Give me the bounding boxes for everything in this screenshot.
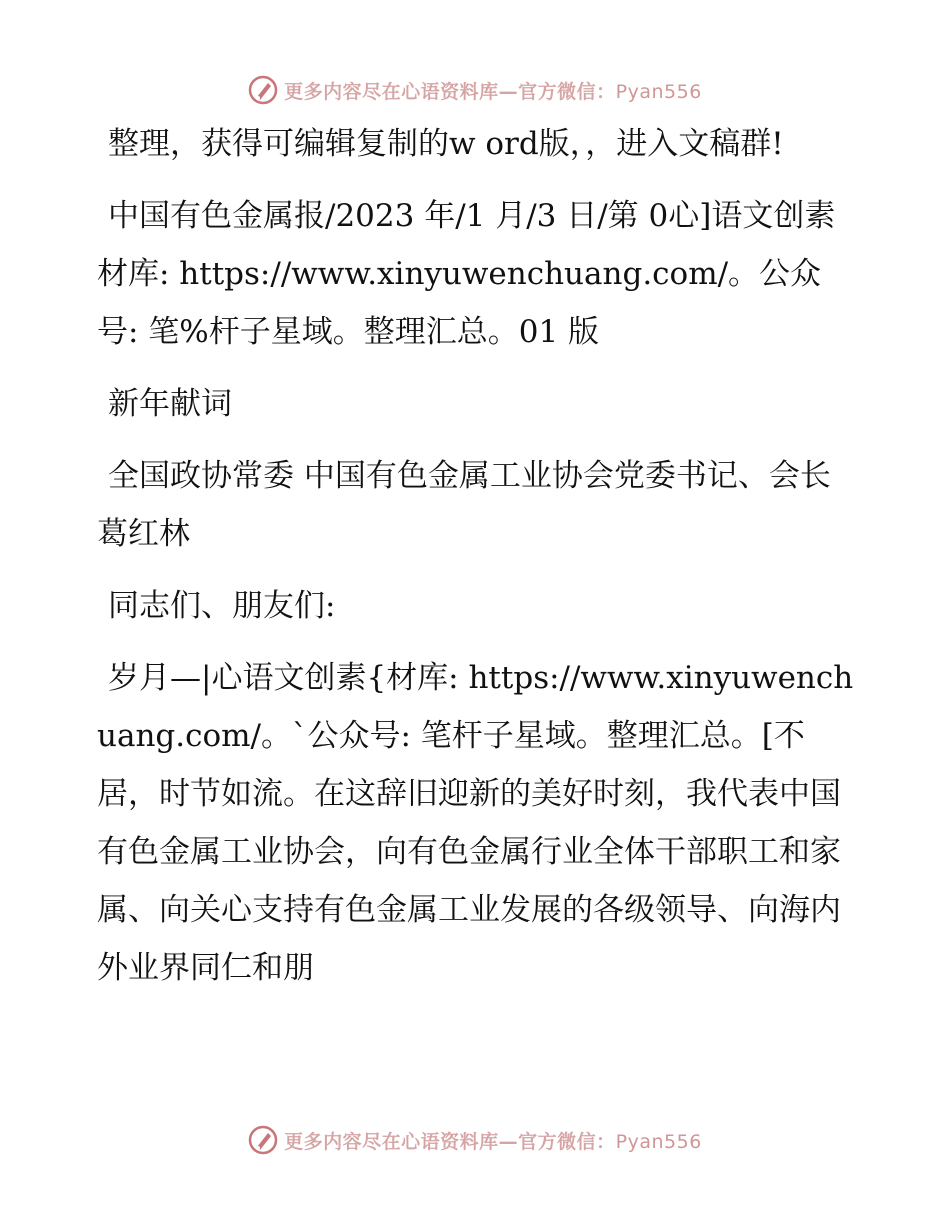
footer-watermark-banner [0, 1120, 950, 1160]
pen-logo-icon [248, 1125, 278, 1155]
watermark-text: 更多内容尽在心语资料库—官方微信：Pyan556 [284, 80, 702, 103]
body-paragraph: 岁月—|心语文创素{材库: https://www.xinyuwenchuang.com/。`公众号: 笔杆子星域。整理汇总。[不居，时节如流。在这辞旧迎新的美好时刻，我代表中国有色金属工业协会，向有色金属行业全体干部职工和家属、向关心支持有色金属工业发展的各级领导、向海内外业界同仁和朋 [97, 660, 854, 986]
wechat-id: Pyan556 [615, 80, 702, 103]
pen-logo-icon [248, 75, 278, 105]
author-line: 全国政协常委 中国有色金属工业协会党委书记、会长 葛红林 [97, 458, 831, 552]
intro-note: 整理，获得可编辑复制的w ord版，，进入文稿群! [108, 126, 784, 162]
article-title: 新年献词 [108, 386, 232, 422]
header-watermark-banner [0, 70, 950, 110]
wechat-id: Pyan556 [615, 1130, 702, 1153]
salutation: 同志们、朋友们: [108, 588, 336, 624]
source-line: 中国有色金属报/2023 年/1 月/3 日/第 0心]语文创素材库: https://www.xinyuwenchuang.com/。公众号: 笔%杆子星域。整理汇总。01 版 [97, 198, 836, 350]
document-body [97, 115, 857, 1011]
watermark-text: 更多内容尽在心语资料库—官方微信：Pyan556 [284, 1130, 702, 1153]
